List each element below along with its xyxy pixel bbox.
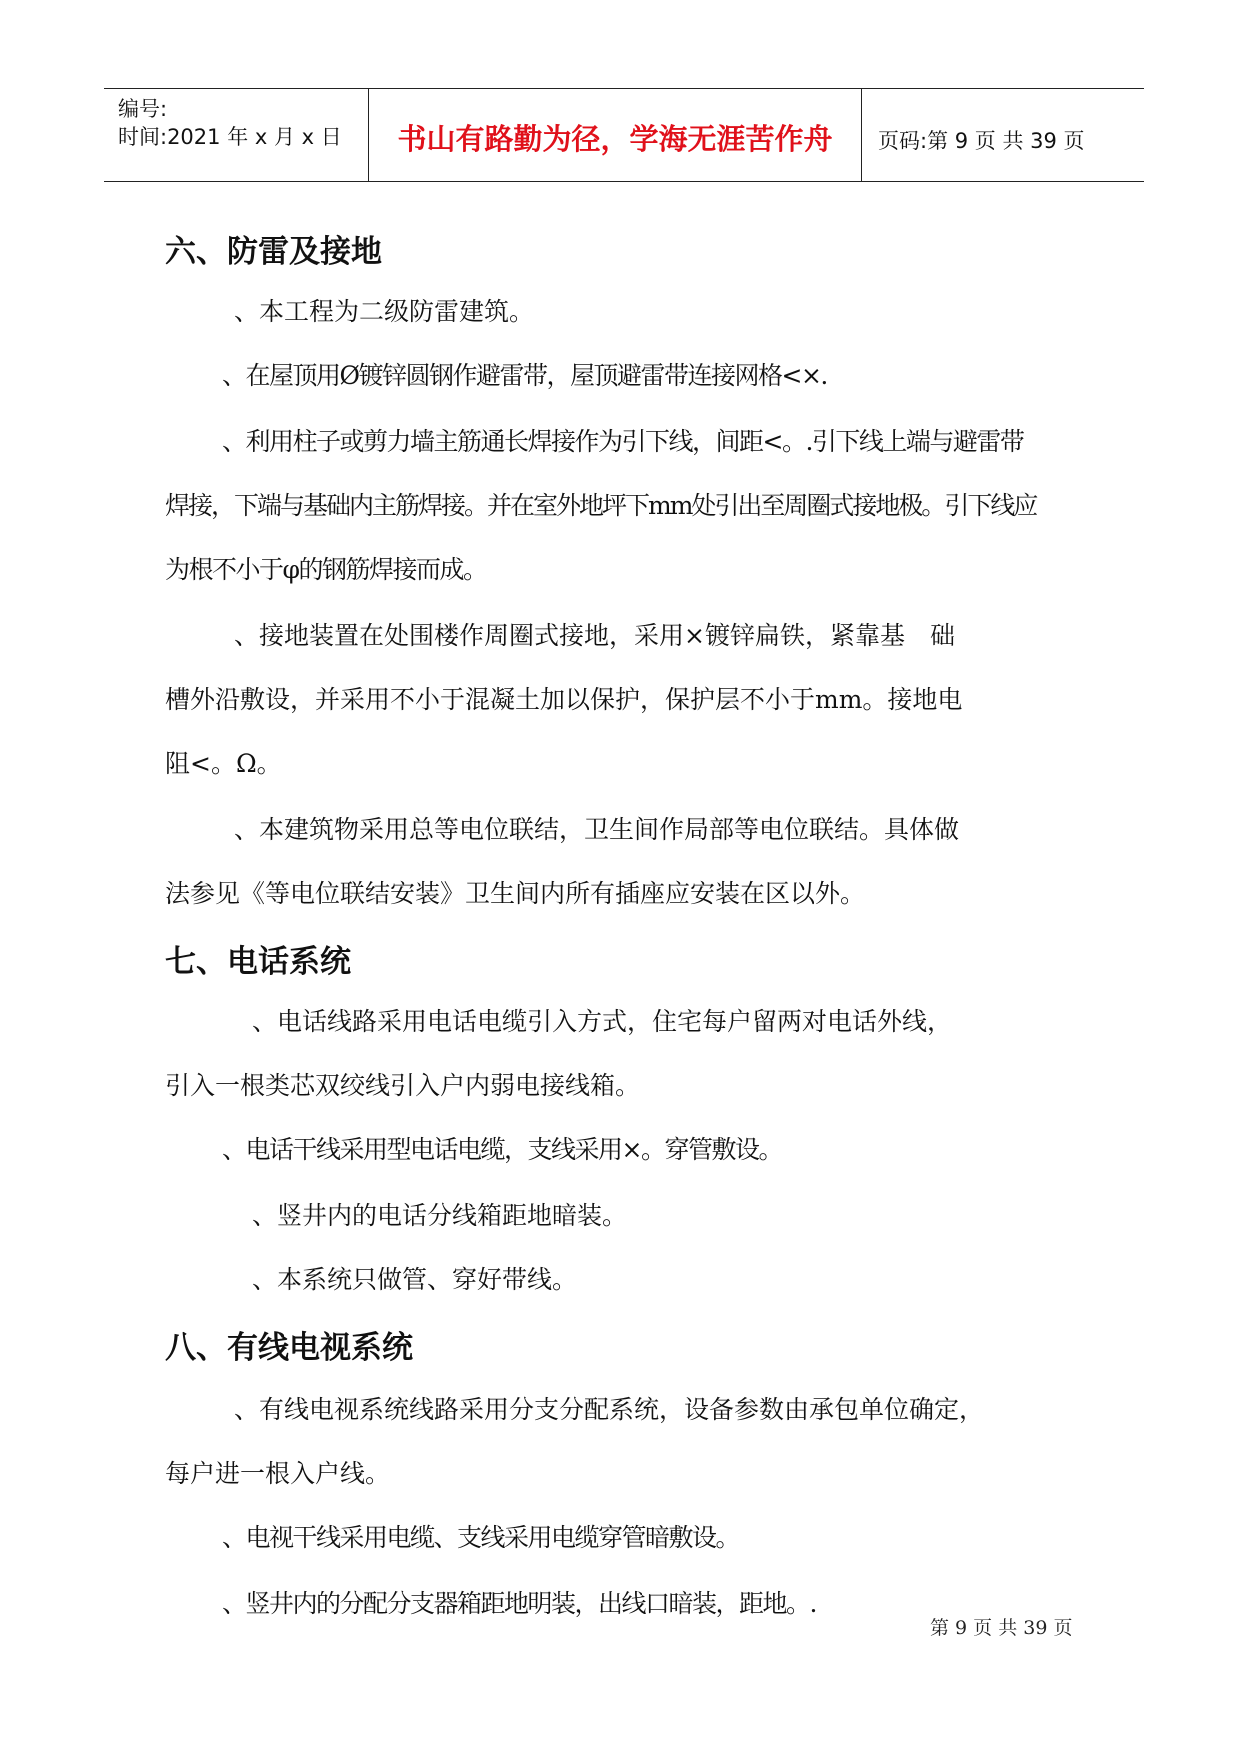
header-page-number: 页码:第 9 页 共 39 页: [878, 129, 1085, 153]
paragraph: 、在屋顶用Ø镀锌圆钢作避雷带，屋顶避雷带连接网格<×.: [222, 361, 827, 390]
page-footer-number: 第 9 页 共 39 页: [930, 1617, 1073, 1639]
paragraph: 、电话干线采用型电话电缆，支线采用×。穿管敷设。: [222, 1135, 782, 1164]
paragraph: 阻<。Ω。: [165, 749, 282, 778]
paragraph: 、电视干线采用电缆、支线采用电缆穿管暗敷设。: [222, 1523, 740, 1552]
paragraph: 焊接，下端与基础内主筋焊接。并在室外地坪下mm处引出至周圈式接地极。引下线应: [165, 491, 1037, 520]
document-date-label: 时间:2021 年 x 月 x 日: [118, 125, 342, 149]
paragraph: 、本建筑物采用总等电位联结，卫生间作局部等电位联结。具体做: [234, 815, 960, 844]
paragraph: 每户进一根入户线。: [165, 1459, 391, 1488]
header-motto-cell: [368, 89, 862, 181]
header-page-cell: [862, 89, 1144, 181]
paragraph: 、竖井内的分配分支器箱距地明装，出线口暗装，距地。.: [222, 1589, 816, 1618]
paragraph: 为根不小于φ的钢筋焊接而成。: [165, 555, 487, 584]
paragraph: 引入一根类芯双绞线引入户内弱电接线箱。: [165, 1071, 641, 1100]
paragraph: 、电话线路采用电话电缆引入方式，住宅每户留两对电话外线，: [252, 1007, 953, 1036]
paragraph: 、本系统只做管、穿好带线。: [252, 1265, 578, 1294]
paragraph: 法参见《等电位联结安装》卫生间内所有插座应安装在区以外。: [165, 879, 866, 908]
paragraph: 、有线电视系统线路采用分支分配系统，设备参数由承包单位确定，: [234, 1395, 985, 1424]
paragraph: 、本工程为二级防雷建筑。: [234, 297, 535, 326]
header-motto: 书山有路勤为径，学海无涯苦作舟: [397, 122, 833, 156]
paragraph: 、接地装置在处围楼作周圈式接地，采用×镀锌扁铁，紧靠基 础: [234, 621, 955, 650]
header-meta: [118, 89, 368, 181]
section-title-cable-tv: 八、有线电视系统: [165, 1330, 413, 1366]
section-title-lightning-grounding: 六、防雷及接地: [165, 234, 382, 270]
document-number-label: 编号:: [118, 97, 168, 121]
paragraph: 、竖井内的电话分线箱距地暗装。: [252, 1201, 628, 1230]
paragraph: 槽外沿敷设，并采用不小于混凝土加以保护，保护层不小于mm。接地电: [165, 685, 963, 714]
section-title-telephone: 七、电话系统: [165, 944, 351, 980]
paragraph: 、利用柱子或剪力墙主筋通长焊接作为引下线，间距<。.引下线上端与避雷带: [222, 427, 1024, 456]
page-header: [104, 88, 1144, 182]
